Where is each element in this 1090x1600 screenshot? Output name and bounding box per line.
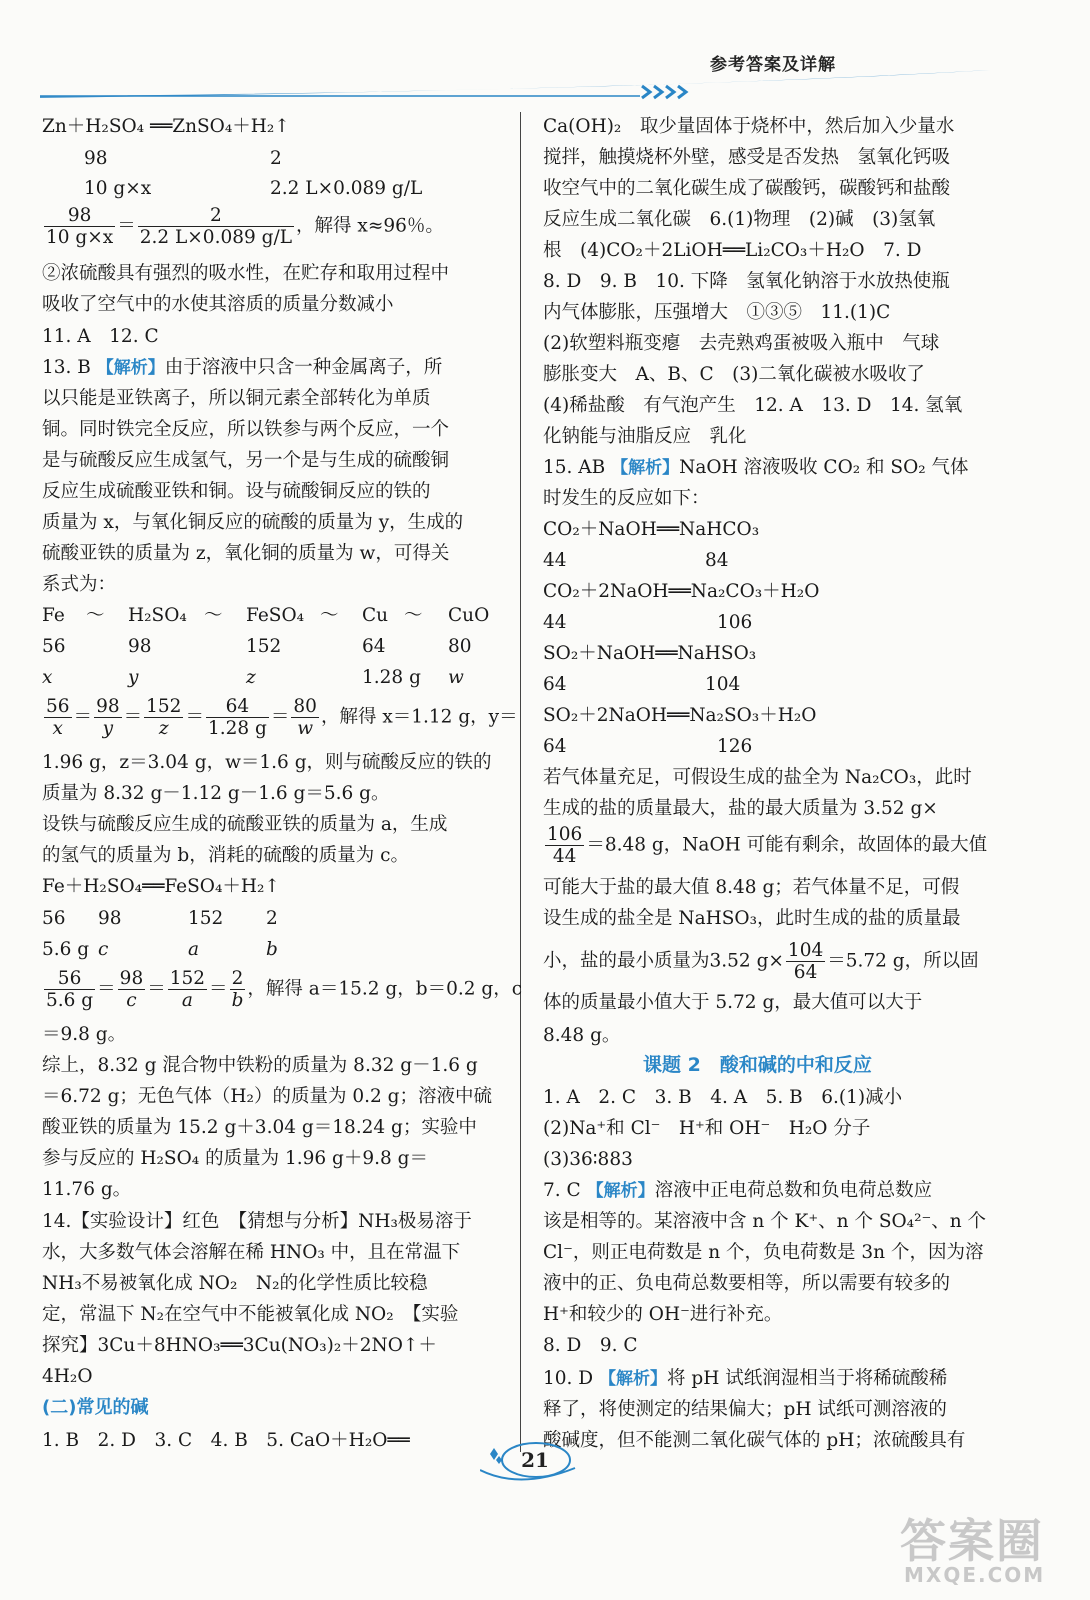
text-line: 是与硫酸反应生成氢气，另一个是与生成的硫酸铜 bbox=[42, 450, 450, 471]
text-line: 液中的正、负电荷总数要相等，所以需要有较多的 bbox=[543, 1273, 951, 1294]
formula-cell: 98 bbox=[98, 908, 122, 929]
chapter-title: 课题 2 酸和碱的中和反应 bbox=[643, 1054, 872, 1076]
text-line: 11. A 12. C bbox=[42, 326, 159, 347]
fraction-line bbox=[543, 940, 979, 983]
header-title: 参考答案及详解 bbox=[710, 55, 836, 75]
text-line: 内气体膨胀，压强增大 ①③⑤ 11.(1)C bbox=[543, 302, 891, 323]
formula-cell: 106 bbox=[717, 612, 753, 633]
numerator: 98 bbox=[96, 696, 120, 717]
text-line: (2)Na⁺和 Cl⁻ H⁺和 OH⁻ H₂O 分子 bbox=[543, 1118, 871, 1139]
text-line: 系式为： bbox=[42, 574, 117, 595]
numerator: 64 bbox=[206, 696, 269, 718]
equals: ＝ bbox=[117, 215, 136, 237]
fraction bbox=[144, 696, 183, 739]
watermark-url: MXQE.COM bbox=[904, 1563, 1046, 1587]
text-line: (3)36∶883 bbox=[543, 1149, 633, 1170]
formula-cell: 84 bbox=[705, 550, 729, 571]
analysis-tag: 【解析】 bbox=[586, 1181, 655, 1201]
analysis-tag: 【解析】 bbox=[611, 458, 680, 478]
text-line: 14.【实验设计】红色 【猜想与分析】NH₃极易溶于 bbox=[42, 1211, 472, 1232]
denominator: 2.2 L×0.089 g/L bbox=[139, 227, 293, 248]
text-line: 反应生成二氧化碳 6.(1)物理 (2)碱 (3)氢氧 bbox=[543, 209, 936, 230]
denominator: z bbox=[158, 718, 169, 739]
question-number: 7. C bbox=[543, 1180, 587, 1201]
text-line bbox=[543, 1180, 932, 1202]
text-line: 设铁与硫酸反应生成的硫酸亚铁的质量为 a，生成 bbox=[42, 814, 448, 835]
text-line: 参与反应的 H₂SO₄ 的质量为 1.96 g＋9.8 g＝ bbox=[42, 1148, 429, 1169]
page-number-text: 21 bbox=[521, 1448, 549, 1472]
text-line: 质量为 8.32 g－1.12 g－1.6 g＝5.6 g。 bbox=[42, 783, 390, 804]
text-line: 释了，将使测定的结果偏大；pH 试纸可测溶液的 bbox=[543, 1399, 947, 1420]
formula-cell: ～ bbox=[86, 605, 105, 626]
formula-cell: 64 bbox=[543, 736, 567, 757]
text-line: 8. D 9. B 10. 下降 氢氧化钠溶于水放热使瓶 bbox=[543, 271, 950, 292]
equation: SO₂＋NaOH══NaHSO₃ bbox=[543, 643, 757, 664]
text-fragment: ，解得 x＝1.12 g，y＝ bbox=[320, 706, 518, 728]
text-fragment: ，解得 a＝15.2 g，b＝0.2 g，c bbox=[247, 978, 523, 1000]
formula-cell: 126 bbox=[717, 736, 753, 757]
formula-cell: b bbox=[266, 939, 278, 960]
text-line: (4)稀盐酸 有气泡产生 12. A 13. D 14. 氢氧 bbox=[543, 395, 963, 416]
text-fragment: 由于溶液中只含一种金属离子，所 bbox=[164, 357, 443, 378]
formula-cell: 64 bbox=[543, 674, 567, 695]
question-number: 10. D bbox=[543, 1368, 600, 1389]
analysis-tag: 【解析】 bbox=[96, 358, 165, 378]
question-number: 15. AB bbox=[543, 457, 612, 478]
formula-cell: 1.28 g bbox=[362, 667, 421, 688]
formula-cell: z bbox=[246, 667, 256, 688]
text-line: Cl⁻，则正电荷数是 n 个，负电荷数是 3n 个，因为溶 bbox=[543, 1242, 984, 1263]
text-line: 1.96 g，z＝3.04 g，w＝1.6 g，则与硫酸反应的铁的 bbox=[42, 752, 492, 773]
text-line: 质量为 x，与氧化铜反应的硫酸的质量为 y，生成的 bbox=[42, 512, 464, 533]
fraction bbox=[44, 205, 115, 248]
text-line: ＝9.8 g。 bbox=[42, 1024, 127, 1045]
equation: CO₂＋2NaOH══Na₂CO₃＋H₂O bbox=[543, 581, 820, 602]
fraction bbox=[118, 968, 146, 1011]
numerator: 104 bbox=[787, 940, 824, 961]
text-line: 铜。同时铁完全反应，所以铁参与两个反应，一个 bbox=[42, 419, 450, 440]
denominator: x bbox=[52, 718, 63, 739]
formula-cell: CuO bbox=[448, 605, 490, 626]
formula-cell: FeSO₄ bbox=[246, 605, 305, 626]
fraction bbox=[786, 940, 825, 983]
text-line: 水，大多数气体会溶解在稀 HNO₃ 中，且在常温下 bbox=[42, 1242, 461, 1263]
numerator: 98 bbox=[44, 205, 115, 227]
page-number bbox=[480, 1440, 590, 1486]
text-line: 体的质量最小值大于 5.72 g，最大值可以大于 bbox=[543, 992, 923, 1013]
formula-cell: 104 bbox=[705, 674, 741, 695]
fraction-line: $\frac{56}{x}$ ＝ $\frac{98}{y}$ ＝ $\frac{152}{z}$ ＝ $\frac{64}{1.28 g}$ ＝ $\frac{80}{w}$ ，解得 x＝1.12 g，y＝ bbox=[46, 696, 518, 739]
header-swoosh bbox=[40, 70, 990, 98]
numerator: 80 bbox=[293, 696, 317, 717]
fraction bbox=[94, 696, 122, 739]
fraction-line bbox=[42, 205, 444, 248]
formula-cell: 64 bbox=[362, 636, 386, 657]
denominator: a bbox=[181, 990, 193, 1011]
denominator: c bbox=[126, 990, 137, 1011]
text-fragment: ，解得 x≈96％。 bbox=[296, 215, 444, 237]
numerator: 98 bbox=[119, 968, 144, 989]
formula-cell: Fe bbox=[42, 605, 65, 626]
numerator: 152 bbox=[146, 696, 182, 717]
text-line: 可能大于盐的最大值 8.48 g；若气体量不足，可假 bbox=[543, 877, 960, 898]
text-line: 收空气中的二氧化碳生成了碳酸钙，碳酸钙和盐酸 bbox=[543, 178, 951, 199]
question-number: 13. B bbox=[42, 357, 97, 378]
text-fragment: 将 pH 试纸润湿相当于将稀硫酸稀 bbox=[667, 1368, 948, 1389]
formula-cell: 152 bbox=[188, 908, 224, 929]
text-line: 生成的盐的质量最大，盐的最大质量为 3.52 g× bbox=[543, 798, 938, 819]
text-fragment: ＝8.48 g，NaOH 可能有剩余，故固体的最大值 bbox=[586, 834, 988, 856]
numerator: 106 bbox=[547, 824, 583, 845]
text-line: ②浓硫酸具有强烈的吸水性，在贮存和取用过程中 bbox=[42, 263, 450, 284]
text-line: 若气体量充足，可假设生成的盐全为 Na₂CO₃，此时 bbox=[543, 767, 972, 788]
denominator: y bbox=[102, 718, 114, 739]
text-fragment: 小，盐的最小质量为3.52 g× bbox=[543, 950, 784, 972]
text-fragment: ＝5.72 g，所以固 bbox=[827, 950, 979, 972]
text-line: ＝6.72 g；无色气体（H₂）的质量为 0.2 g；溶液中硫 bbox=[42, 1086, 492, 1107]
fraction bbox=[168, 968, 207, 1011]
formula-cell: x bbox=[42, 667, 53, 688]
numerator: 56 bbox=[46, 696, 70, 717]
numerator: 56 bbox=[44, 968, 95, 990]
text-line: Ca(OH)₂ 取少量固体于烧杯中，然后加入少量水 bbox=[543, 116, 955, 137]
denominator: 5.6 g bbox=[46, 990, 94, 1011]
watermark-logo: 答案圈 bbox=[900, 1514, 1044, 1568]
text-line: 该是相等的。某溶液中含 n 个 K⁺、n 个 SO₄²⁻、n 个 bbox=[543, 1211, 987, 1232]
text-line: 设生成的盐全是 NaHSO₃，此时生成的盐的质量最 bbox=[543, 908, 961, 929]
denominator: b bbox=[231, 990, 244, 1011]
text-line: 膨胀变大 A、B、C (3)二氧化碳被水吸收了 bbox=[543, 364, 925, 385]
formula-cell: 98 bbox=[128, 636, 152, 657]
denominator: 10 g×x bbox=[46, 227, 114, 248]
formula-cell: a bbox=[188, 939, 200, 960]
text-line: 探究】3Cu＋8HNO₃══3Cu(NO₃)₂＋2NO↑＋ bbox=[42, 1335, 437, 1356]
fraction bbox=[44, 696, 72, 739]
text-line: (2)软塑料瓶变瘪 去壳熟鸡蛋被吸入瓶中 气球 bbox=[543, 333, 940, 354]
formula-cell: 44 bbox=[543, 550, 567, 571]
text-line bbox=[543, 1368, 947, 1390]
text-line: 4H₂O bbox=[42, 1366, 93, 1387]
text-line: Fe＋H₂SO₄══FeSO₄＋H₂↑ bbox=[42, 876, 280, 897]
text-fragment: 溶液中正电荷总数和负电荷总数应 bbox=[654, 1180, 933, 1201]
header-decoration bbox=[0, 68, 1090, 108]
fraction bbox=[291, 696, 319, 739]
formula-cell: 152 bbox=[246, 636, 282, 657]
text-line: 8. D 9. C bbox=[543, 1335, 638, 1356]
text-line: 硫酸亚铁的质量为 z，氧化铜的质量为 w，可得关 bbox=[42, 543, 450, 564]
text-line: NH₃不易被氧化成 NO₂ N₂的化学性质比较稳 bbox=[42, 1273, 428, 1294]
formula-cell: c bbox=[98, 939, 109, 960]
equation: CO₂＋NaOH══NaHCO₃ bbox=[543, 519, 760, 540]
fraction bbox=[230, 968, 246, 1011]
text-line: 化钠能与油脂反应 乳化 bbox=[543, 426, 747, 447]
fraction bbox=[206, 696, 269, 739]
formula-cell: Cu bbox=[362, 605, 389, 626]
text-line: 时发生的反应如下： bbox=[543, 488, 710, 509]
text-line: 以只能是亚铁离子，所以铜元素全部转化为单质 bbox=[42, 388, 431, 409]
denominator: 64 bbox=[793, 962, 818, 983]
text-line: 吸收了空气中的水使其溶质的质量分数减小 bbox=[42, 294, 394, 315]
text-line: 1. A 2. C 3. B 4. A 5. B 6.(1)减小 bbox=[543, 1087, 903, 1108]
text-line: 根 (4)CO₂＋2LiOH══Li₂CO₃＋H₂O 7. D bbox=[543, 240, 922, 261]
denominator: 1.28 g bbox=[207, 718, 267, 739]
text-line: 2.2 L×0.089 g/L bbox=[270, 178, 423, 199]
formula-cell: 2 bbox=[266, 908, 278, 929]
text-line: 8.48 g。 bbox=[543, 1025, 621, 1046]
analysis-tag: 【解析】 bbox=[599, 1369, 668, 1389]
text-line bbox=[42, 357, 442, 379]
denominator: w bbox=[297, 718, 314, 739]
text-line: 2 bbox=[270, 148, 282, 169]
text-line: 10 g×x bbox=[84, 178, 152, 199]
denominator: 44 bbox=[552, 846, 577, 867]
text-line: 98 bbox=[84, 148, 108, 169]
text-fragment: NaOH 溶液吸收 CO₂ 和 SO₂ 气体 bbox=[679, 457, 969, 478]
column-divider bbox=[520, 112, 521, 1452]
formula-cell: ～ bbox=[204, 605, 223, 626]
text-line: 酸碱度，但不能测二氧化碳气体的 pH；浓硫酸具有 bbox=[543, 1430, 966, 1451]
text-line: 11.76 g。 bbox=[42, 1179, 132, 1200]
text-line: 定，常温下 N₂在空气中不能被氧化成 NO₂ 【实验 bbox=[42, 1304, 459, 1325]
numerator: 2 bbox=[138, 205, 294, 227]
text-line: 1. B 2. D 3. C 4. B 5. CaO＋H₂O══ bbox=[42, 1430, 410, 1451]
equation: SO₂＋2NaOH══Na₂SO₃＋H₂O bbox=[543, 705, 817, 726]
formula-cell: w bbox=[448, 667, 464, 688]
numerator: 152 bbox=[169, 968, 206, 989]
text-line: 酸亚铁的质量为 15.2 g＋3.04 g＝18.24 g；实验中 bbox=[42, 1117, 477, 1138]
fraction-line: $\frac{56}{5.6 g}$ ＝ $\frac{98}{c}$ ＝ $\frac{152}{a}$ ＝ $\frac{2}{b}$ ，解得 a＝15.2 g，b＝0.2 g，c bbox=[46, 968, 523, 1011]
fraction-line bbox=[543, 824, 987, 867]
fraction bbox=[44, 968, 95, 1011]
text-line: 搅拌，触摸烧杯外壁，感受是否发热 氢氧化钙吸 bbox=[543, 147, 951, 168]
fraction bbox=[138, 205, 294, 248]
section-heading: (二)常见的碱 bbox=[42, 1397, 149, 1418]
formula-cell: 56 bbox=[42, 636, 66, 657]
formula-cell: ～ bbox=[404, 605, 423, 626]
numerator: 2 bbox=[230, 968, 246, 990]
formula-cell: 56 bbox=[42, 908, 66, 929]
text-line: 综上，8.32 g 混合物中铁粉的质量为 8.32 g－1.6 g bbox=[42, 1055, 478, 1076]
text-line: 的氢气的质量为 b，消耗的硫酸的质量为 c。 bbox=[42, 845, 409, 866]
formula-cell: y bbox=[128, 667, 139, 688]
formula-cell: 5.6 g bbox=[42, 939, 90, 960]
formula-cell: 80 bbox=[448, 636, 472, 657]
formula-cell: H₂SO₄ bbox=[128, 605, 187, 626]
formula-cell: ～ bbox=[320, 605, 339, 626]
text-line bbox=[543, 457, 969, 479]
text-line: 反应生成硫酸亚铁和铜。设与硫酸铜反应的铁的 bbox=[42, 481, 431, 502]
formula-cell: 44 bbox=[543, 612, 567, 633]
watermark bbox=[900, 1505, 1070, 1595]
text-line: Zn＋H₂SO₄ ══ZnSO₄＋H₂↑ bbox=[42, 116, 290, 137]
fraction bbox=[545, 824, 584, 867]
text-line: H⁺和较少的 OH⁻进行补充。 bbox=[543, 1304, 783, 1325]
chevron-icon bbox=[642, 86, 686, 98]
